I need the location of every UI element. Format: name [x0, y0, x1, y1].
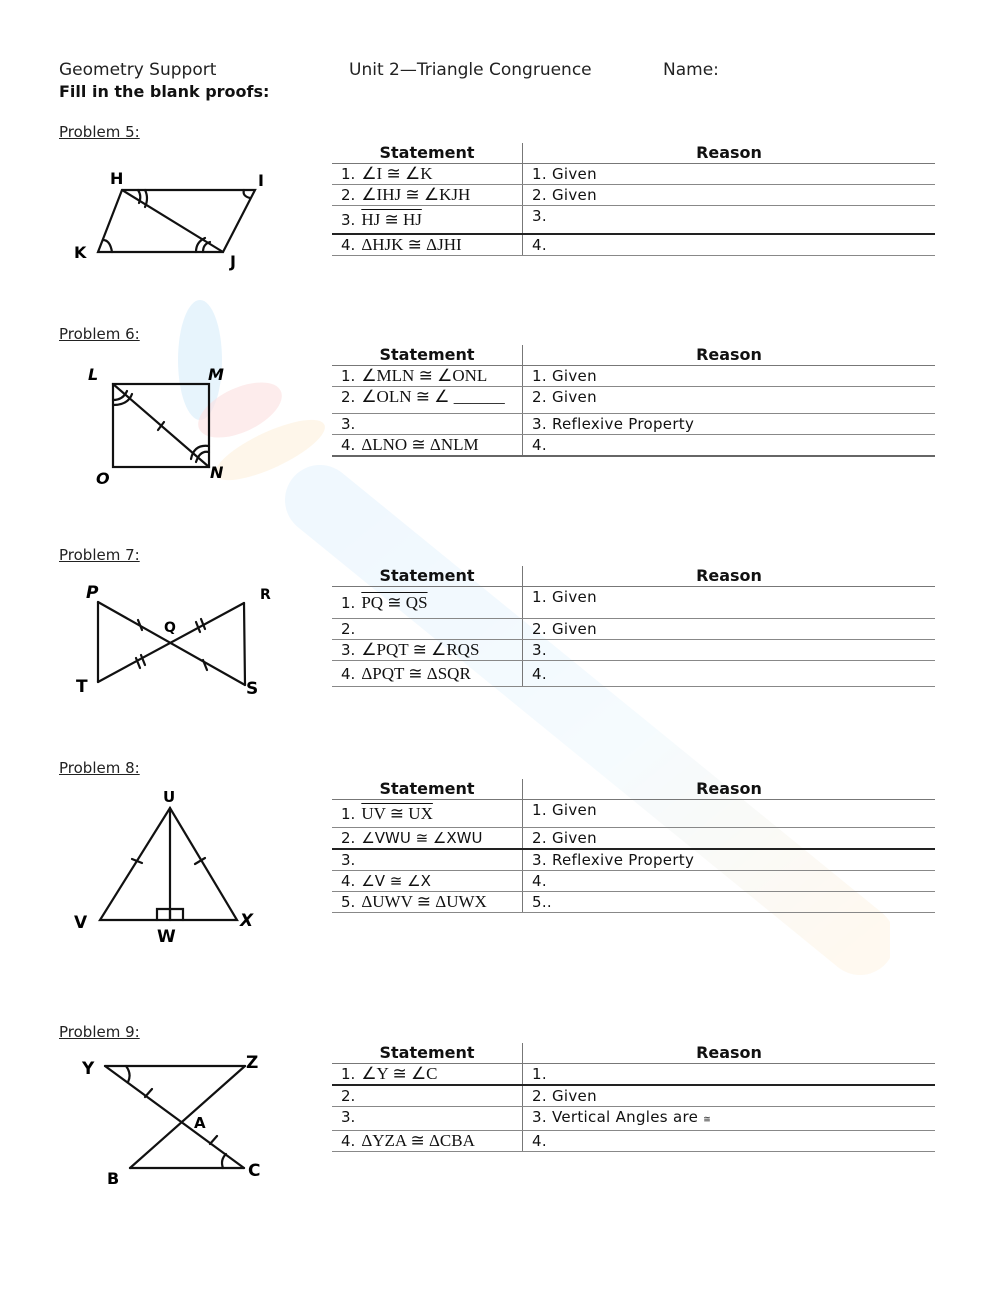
vertex-label-s: S [246, 679, 259, 699]
row-number: 3. [341, 851, 356, 869]
reason-cell[interactable]: 1. Given [523, 800, 936, 828]
reason-cell[interactable]: 4. [523, 871, 936, 892]
row-number: 2. [341, 620, 356, 638]
table-row [332, 164, 935, 185]
row-number: 1. [341, 367, 356, 385]
problem-5-label: Problem 5: [59, 123, 140, 141]
row-number: 1. [341, 165, 356, 183]
statement-cell[interactable]: ∠VWU ≅ ∠XWU [361, 829, 483, 847]
table-row [332, 892, 935, 913]
row-number: 3. [341, 1108, 356, 1126]
reason-cell[interactable]: 2. Given [523, 185, 936, 206]
table-row [332, 800, 935, 828]
reason-header: Reason [523, 779, 936, 800]
row-number: 2. [341, 1087, 356, 1105]
reason-cell[interactable]: 2. Given [523, 828, 936, 850]
vertex-label-t: T [76, 677, 88, 697]
vertex-label-k: K [74, 243, 87, 262]
vertex-label-i: I [258, 171, 264, 190]
table-row [332, 849, 935, 871]
vertex-label-v: V [74, 913, 88, 933]
problem-6-proof-table [332, 345, 935, 457]
statement-cell[interactable]: PQ ≅ QS [361, 593, 428, 612]
statement-header: Statement [332, 345, 523, 366]
row-number: 1. [341, 805, 356, 823]
table-row [332, 1131, 935, 1152]
statement-cell[interactable]: ∠V ≅ ∠X [361, 872, 431, 890]
reason-cell[interactable]: 2. Given [523, 387, 936, 414]
problem-5-figure [60, 162, 290, 272]
row-number: 3. [341, 211, 356, 229]
name-label: Name: [663, 60, 719, 80]
reason-cell[interactable]: 1. Given [523, 587, 936, 619]
problem-9-figure [60, 1050, 280, 1190]
reason-cell[interactable]: 3. [523, 206, 936, 234]
reason-cell[interactable]: 3. Reflexive Property [523, 849, 936, 871]
problem-9-label: Problem 9: [59, 1023, 140, 1041]
vertex-label-r: R [260, 587, 271, 603]
statement-cell[interactable]: ΔPQT ≅ ΔSQR [361, 664, 471, 683]
congruent-symbol: ≅ [703, 1115, 712, 1125]
problem-6-label: Problem 6: [59, 325, 140, 343]
statement-cell[interactable]: ∠PQT ≅ ∠RQS [361, 640, 480, 659]
reason-cell[interactable]: 4. [523, 661, 936, 687]
problem-8-label: Problem 8: [59, 759, 140, 777]
row-number: 3. [341, 641, 356, 659]
row-number: 2. [341, 186, 356, 204]
vertex-label-o: O [96, 469, 110, 488]
vertex-label-l: L [88, 365, 99, 384]
reason-cell[interactable]: 3. Vertical Angles are [532, 1108, 699, 1126]
unit-title: Unit 2—Triangle Congruence [349, 60, 592, 80]
vertex-label-h: H [110, 169, 124, 188]
problem-7-figure [60, 578, 280, 703]
table-row [332, 185, 935, 206]
instructions-heading: Fill in the blank proofs: [59, 82, 270, 101]
reason-cell[interactable]: 1. Given [523, 366, 936, 387]
statement-header: Statement [332, 143, 523, 164]
statement-cell[interactable]: ΔYZA ≅ ΔCBA [361, 1131, 475, 1150]
row-number: 4. [341, 436, 356, 454]
reason-header: Reason [523, 143, 936, 164]
vertex-label-n: N [210, 463, 224, 482]
statement-cell[interactable]: HJ ≅ HJ [361, 210, 422, 229]
vertex-label-p: P [86, 583, 99, 603]
reason-cell[interactable]: 1. [523, 1064, 936, 1086]
statement-cell[interactable]: ΔUWV ≅ ΔUWX [361, 892, 487, 911]
vertex-label-w: W [157, 927, 176, 947]
vertex-label-u: U [163, 788, 176, 806]
row-number: 1. [341, 1065, 356, 1083]
table-row [332, 587, 935, 619]
table-row [332, 640, 935, 661]
table-row [332, 387, 935, 414]
table-row [332, 1064, 935, 1086]
row-number: 5. [341, 893, 356, 911]
reason-cell[interactable]: 1. Given [523, 164, 936, 185]
vertex-label-j: J [230, 252, 236, 271]
row-number: 4. [341, 1132, 356, 1150]
statement-header: Statement [332, 1043, 523, 1064]
reason-cell[interactable]: 3. [523, 640, 936, 661]
row-number: 4. [341, 872, 356, 890]
reason-cell[interactable]: 3. Reflexive Property [523, 414, 936, 435]
table-row [332, 871, 935, 892]
table-row [332, 828, 935, 850]
vertex-label-x: X [240, 911, 254, 931]
statement-cell[interactable]: ∠MLN ≅ ∠ONL [361, 366, 488, 385]
vertex-label-q: Q [164, 620, 176, 636]
row-number: 3. [341, 415, 356, 433]
problem-7-label: Problem 7: [59, 546, 140, 564]
problem-9-proof-table [332, 1043, 935, 1152]
table-row [332, 435, 935, 457]
reason-cell[interactable]: 4. [523, 1131, 936, 1152]
statement-header: Statement [332, 566, 523, 587]
row-number: 4. [341, 235, 356, 254]
problem-8-proof-table [332, 779, 935, 913]
statement-cell[interactable]: ∠I ≅ ∠K [361, 164, 433, 183]
statement-cell[interactable]: ΔLNO ≅ ΔNLM [361, 435, 479, 454]
table-row [332, 1107, 935, 1131]
reason-cell[interactable]: 2. Given [523, 1085, 936, 1107]
statement-header: Statement [332, 779, 523, 800]
vertex-label-a: A [194, 1114, 206, 1132]
row-number: 4. [341, 665, 356, 683]
row-number: 2. [341, 829, 356, 847]
statement-cell[interactable]: ∠OLN ≅ ∠ ______ [361, 387, 505, 406]
vertex-label-z: Z [246, 1053, 259, 1073]
course-title: Geometry Support [59, 60, 217, 80]
reason-cell[interactable]: 5.. [523, 892, 936, 913]
statement-cell[interactable]: UV ≅ UX [361, 804, 433, 823]
statement-cell[interactable]: ∠Y ≅ ∠C [361, 1064, 438, 1083]
statement-cell[interactable]: ∠IHJ ≅ ∠KJH [361, 185, 471, 204]
problem-8-figure [60, 782, 280, 947]
vertex-label-m: M [208, 365, 224, 384]
problem-7-proof-table [332, 566, 935, 687]
table-row [332, 1085, 935, 1107]
table-row [332, 661, 935, 687]
reason-cell[interactable]: 4. [523, 435, 936, 457]
table-row [332, 234, 935, 256]
reason-header: Reason [523, 345, 936, 366]
row-number: 2. [341, 388, 356, 406]
problem-6-figure [60, 358, 260, 493]
vertex-label-b: B [107, 1169, 120, 1188]
reason-cell[interactable]: 4. [523, 234, 936, 256]
reason-cell[interactable]: 2. Given [523, 619, 936, 640]
vertex-label-y: Y [82, 1059, 95, 1079]
table-row [332, 366, 935, 387]
vertex-label-c: C [248, 1161, 261, 1181]
reason-header: Reason [523, 1043, 936, 1064]
table-row [332, 619, 935, 640]
row-number: 1. [341, 594, 356, 612]
statement-cell[interactable]: ΔHJK ≅ ΔJHI [361, 234, 462, 254]
reason-header: Reason [523, 566, 936, 587]
table-row [332, 414, 935, 435]
problem-5-proof-table [332, 143, 935, 256]
table-row [332, 206, 935, 234]
